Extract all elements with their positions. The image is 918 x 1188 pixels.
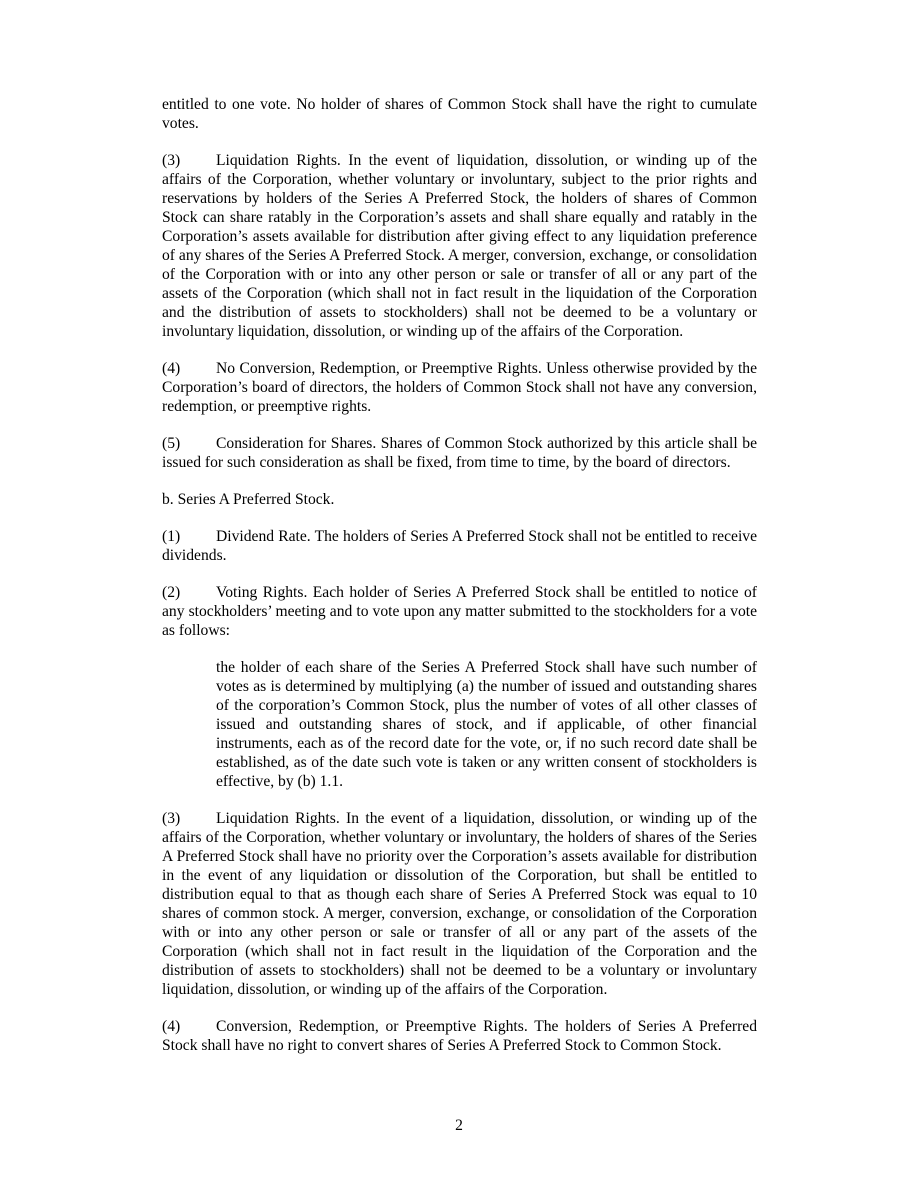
paragraph-b3-liquidation-rights <box>162 809 757 999</box>
paragraph-number: (3) <box>162 810 181 827</box>
paragraph-number: (4) <box>162 1018 181 1035</box>
voting-formula-block-quote: the holder of each share of the Series A Preferred Stock shall have such number of votes as is determined by multiplying (a) the number of issued and outstanding shares of the corporation’s Common Stock, plus the number of votes of all other classes of issued and outstanding shares of stock, and if applicable, of other financial instruments, each as of the record date for the vote, or, if no such record date shall be established, as of the date such vote is taken or any written consent of stockholders is effective, by (b) 1.1. <box>216 659 757 790</box>
paragraph-text: Consideration for Shares. Shares of Common Stock authorized by this article shall be issued for such consideration as shall be fixed, from time to time, by the board of directors. <box>162 435 757 471</box>
paragraph-b1-dividend-rate <box>162 527 757 565</box>
paragraph-a5-consideration <box>162 434 757 472</box>
document-page <box>162 95 757 1073</box>
paragraph-text: No Conversion, Redemption, or Preemptive Rights. Unless otherwise provided by the Corporation’s board of directors, the holders of Common Stock shall not have any conversion, redemption, or preemptive rights. <box>162 360 757 415</box>
paragraph-b2-voting-rights <box>162 583 757 640</box>
section-b-heading: b. Series A Preferred Stock. <box>162 491 335 508</box>
paragraph-text: Conversion, Redemption, or Preemptive Rights. The holders of Series A Preferred Stock shall have no right to convert shares of Series A Preferred Stock to Common Stock. <box>162 1018 757 1054</box>
paragraph-number: (5) <box>162 435 181 452</box>
paragraph-b4-conversion <box>162 1017 757 1055</box>
paragraph-number: (2) <box>162 584 181 601</box>
paragraph-text: Dividend Rate. The holders of Series A Preferred Stock shall not be entitled to receive dividends. <box>162 528 757 564</box>
paragraph-a3-liquidation-rights <box>162 151 757 341</box>
paragraph-continuation <box>162 95 757 133</box>
paragraph-text: entitled to one vote. No holder of shares of Common Stock shall have the right to cumulate votes. <box>162 96 757 132</box>
paragraph-text: Liquidation Rights. In the event of a liquidation, dissolution, or winding up of the affairs of the Corporation, whether voluntary or involuntary, the holders of shares of the Series A Preferred Stock shall have no priority over the Corporation’s assets available for distribution in the event of any liquidation or dissolution of the Corporation, but shall be entitled to distribution equal to that as though each share of Series A Preferred Stock was equal to 10 shares of common stock. A merger, conversion, exchange, or consolidation of the Corporation with or into any other person or sale or transfer of all or any part of the assets of the Corporation (which shall not in fact result in the liquidation of the Corporation and the distribution of assets to stockholders) shall not be deemed to be a voluntary or involuntary liquidation, dissolution, or winding up of the affairs of the Corporation. <box>162 810 757 998</box>
page-number: 2 <box>455 1117 463 1134</box>
paragraph-number: (4) <box>162 360 181 377</box>
paragraph-number: (3) <box>162 152 181 169</box>
paragraph-text: Voting Rights. Each holder of Series A Preferred Stock shall be entitled to notice of any stockholders’ meeting and to vote upon any matter submitted to the stockholders for a vote as follows: <box>162 584 757 639</box>
paragraph-text: Liquidation Rights. In the event of liquidation, dissolution, or winding up of the affairs of the Corporation, whether voluntary or involuntary, subject to the prior rights and reservations by holders of the Series A Preferred Stock, the holders of shares of Common Stock can share ratably in the Corporation’s assets and shall share equally and ratably in the Corporation’s assets available for distribution after giving effect to any liquidation preference of any shares of the Series A Preferred Stock. A merger, conversion, exchange, or consolidation of the Corporation with or into any other person or sale or transfer of all or any part of the assets of the Corporation (which shall not in fact result in the liquidation of the Corporation and the distribution of assets to stockholders) shall not be deemed to be a voluntary or involuntary liquidation, dissolution, or winding up of the affairs of the Corporation. <box>162 152 757 340</box>
paragraph-number: (1) <box>162 528 181 545</box>
paragraph-a4-no-conversion <box>162 359 757 416</box>
